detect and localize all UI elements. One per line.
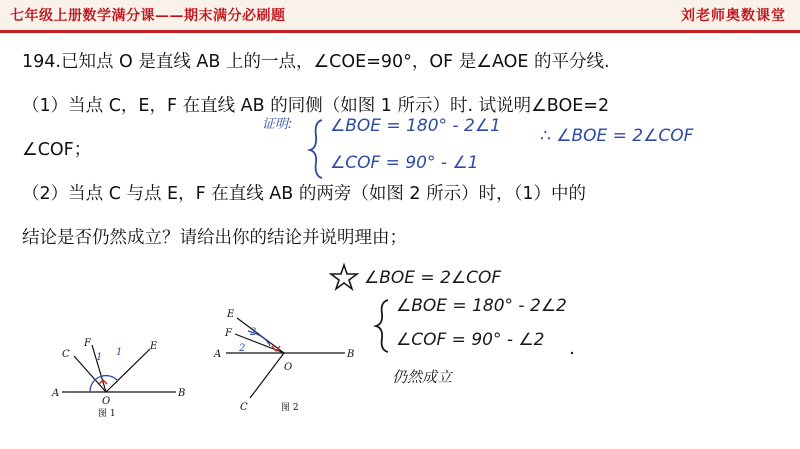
figure-2 bbox=[226, 318, 345, 398]
figure-2-labels bbox=[213, 309, 354, 413]
label-a: A bbox=[52, 388, 60, 399]
figure-2-caption: 图 2 bbox=[281, 403, 299, 413]
label-f: F bbox=[84, 338, 91, 349]
equation-star: ∠BOE = 2∠COF bbox=[364, 268, 502, 288]
label-o: O bbox=[102, 396, 111, 407]
label-f-2: F bbox=[225, 328, 232, 339]
problem-statement: 194.已知点 O 是直线 AB 上的一点，∠COE=90°，OF 是∠AOE 的平分线. bbox=[22, 52, 610, 72]
label-b: B bbox=[178, 388, 186, 399]
course-title: 七年级上册数学满分课——期末满分必刷题 bbox=[10, 8, 286, 24]
label-b-2: B bbox=[347, 349, 355, 360]
ray-oc-2 bbox=[250, 353, 284, 398]
star-icon bbox=[331, 265, 357, 289]
angle-mark-1a: 1 bbox=[96, 352, 103, 363]
angle-mark-1b: 1 bbox=[116, 347, 123, 358]
question-1-text-cont: ∠COF； bbox=[22, 140, 92, 160]
label-e: E bbox=[150, 341, 158, 352]
question-2-text-cont: 结论是否仍然成立？请给出你的结论并说明理由； bbox=[22, 228, 407, 248]
question-2-text: （2）当点 C 与点 E，F 在直线 AB 的两旁（如图 2 所示）时，（1）中的 bbox=[22, 184, 586, 204]
equation-boe: ∠BOE = 180° - 2∠1 bbox=[330, 116, 501, 136]
angle-mark-2b: 2 bbox=[239, 343, 246, 354]
proof-label: 证明: bbox=[262, 117, 293, 132]
conclusion-1: ∴ ∠BOE = 2∠COF bbox=[540, 126, 694, 146]
proof-part-1 bbox=[262, 116, 694, 178]
channel-name: 刘老师奥数课堂 bbox=[681, 8, 786, 24]
label-a-2: A bbox=[214, 349, 222, 360]
angle-mark-2a: 2 bbox=[250, 327, 257, 338]
ink-dot bbox=[571, 352, 573, 354]
still-holds-note: 仍然成立 bbox=[392, 368, 453, 386]
equation-cof-2: ∠COF = 90° - ∠2 bbox=[396, 330, 545, 350]
label-c: C bbox=[62, 349, 70, 360]
label-o-2: O bbox=[284, 362, 293, 373]
figure-1-labels bbox=[51, 338, 185, 419]
proof-part-2 bbox=[331, 265, 573, 386]
brace-icon bbox=[310, 120, 322, 178]
ray-oe bbox=[106, 349, 150, 392]
question-1-text: （1）当点 C，E，F 在直线 AB 的同侧（如图 1 所示）时. 试说明∠BOE=2 bbox=[22, 96, 610, 116]
label-e-2: E bbox=[227, 309, 235, 320]
figure-1-caption: 图 1 bbox=[98, 409, 116, 419]
brace-icon bbox=[376, 300, 388, 352]
equation-boe-2: ∠BOE = 180° - 2∠2 bbox=[396, 296, 567, 316]
equation-cof: ∠COF = 90° - ∠1 bbox=[330, 153, 479, 173]
label-c-2: C bbox=[240, 402, 248, 413]
